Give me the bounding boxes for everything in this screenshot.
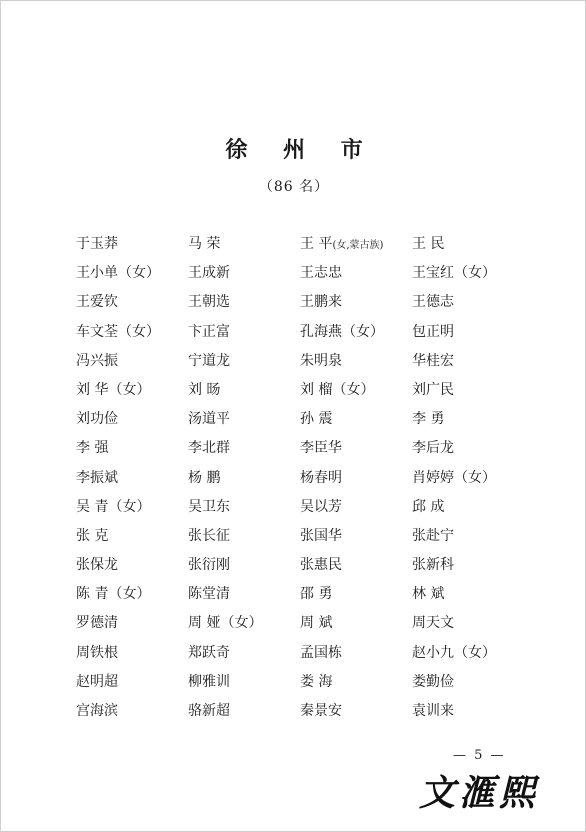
person-name: 包正明	[412, 323, 454, 340]
name-entry	[76, 347, 118, 376]
name-entry	[300, 464, 342, 493]
person-name: 王德志	[412, 294, 454, 311]
name-entry	[188, 551, 230, 580]
name-row	[76, 580, 536, 609]
name-entry	[412, 464, 496, 493]
person-name: 陈 青（女）	[76, 586, 151, 603]
person-name: 汤道平	[188, 411, 230, 428]
person-name: 刘 华（女）	[76, 381, 151, 398]
person-name: 周铁根	[76, 644, 118, 661]
name-row	[76, 551, 536, 580]
person-name: 卞正富	[188, 323, 230, 340]
person-name: 王爱钦	[76, 294, 118, 311]
person-name: 王鹏来	[300, 294, 342, 311]
name-row	[76, 522, 536, 551]
person-name: 骆新超	[188, 703, 230, 719]
person-name: 吴 青（女）	[76, 498, 151, 515]
person-name: 刘 旸	[188, 381, 221, 398]
person-name: 王志忠	[300, 265, 342, 282]
name-entry	[76, 493, 150, 522]
name-entry	[412, 347, 454, 376]
name-entry	[412, 405, 444, 434]
name-entry	[412, 434, 454, 463]
person-name: 邱 成	[412, 498, 445, 515]
person-name: 王成新	[188, 265, 230, 282]
name-entry	[76, 259, 160, 288]
name-entry	[300, 230, 383, 260]
person-name: 吴卫东	[188, 498, 230, 515]
name-entry	[76, 288, 118, 317]
name-entry	[76, 609, 118, 638]
person-name: 张国华	[300, 527, 342, 544]
name-entry	[76, 405, 118, 434]
person-name: 冯兴振	[76, 352, 118, 369]
person-name: 郑跃奇	[188, 644, 230, 661]
name-entry	[76, 434, 108, 463]
name-entry	[300, 405, 332, 434]
person-name: 孔海燕（女）	[300, 323, 384, 340]
person-name: 王宝红（女）	[412, 265, 496, 282]
person-name: 刘 榴（女）	[300, 381, 375, 398]
name-row	[76, 668, 536, 697]
name-entry	[412, 668, 454, 697]
name-entry	[76, 522, 108, 551]
name-entry	[188, 434, 230, 463]
person-name: 宫海滨	[76, 703, 118, 719]
watermark-logo: 文滙熙	[419, 772, 540, 814]
person-name: 周天文	[412, 615, 454, 632]
name-entry	[300, 551, 342, 580]
person-name: 李 强	[76, 440, 109, 457]
name-entry	[300, 288, 342, 317]
name-entry	[188, 259, 230, 288]
person-name: 赵小九（女）	[412, 644, 496, 661]
name-entry	[300, 434, 342, 463]
name-entry	[300, 639, 342, 668]
person-name: 朱明泉	[300, 352, 342, 369]
person-name: 张新科	[412, 557, 454, 574]
page-title: 徐 州 市	[225, 137, 377, 163]
person-name: 王 民	[412, 236, 445, 252]
name-entry	[188, 522, 230, 551]
name-entry	[300, 493, 342, 522]
name-entry	[300, 580, 332, 609]
name-entry	[300, 668, 332, 697]
name-entry	[412, 376, 454, 405]
name-entry	[76, 376, 150, 405]
name-entry	[188, 405, 230, 434]
name-entry	[76, 318, 160, 347]
name-row	[76, 434, 536, 463]
name-entry	[412, 493, 444, 522]
name-row	[76, 493, 536, 522]
name-entry	[300, 259, 342, 288]
person-name: 周 娅（女）	[188, 615, 263, 632]
person-name: 袁训来	[412, 703, 454, 719]
name-entry	[412, 639, 496, 668]
name-entry	[300, 318, 384, 347]
name-entry	[188, 347, 230, 376]
person-name: 刘功俭	[76, 411, 118, 428]
name-entry	[300, 376, 374, 405]
person-name: 马 荣	[188, 236, 221, 252]
name-row	[76, 318, 536, 347]
name-entry	[300, 347, 342, 376]
person-name: 张保龙	[76, 557, 118, 574]
name-entry	[188, 318, 230, 347]
person-name: 张 克	[76, 527, 109, 544]
name-entry	[412, 580, 444, 609]
person-name: 张长征	[188, 527, 230, 544]
name-entry	[412, 318, 454, 347]
name-entry	[76, 551, 118, 580]
person-name: 娄 海	[300, 673, 333, 690]
person-name: 李振斌	[76, 469, 118, 486]
name-entry	[412, 522, 454, 551]
page-number: — 5 —	[453, 748, 506, 763]
name-entry	[76, 668, 118, 697]
name-row	[76, 259, 536, 288]
person-name: 肖婷婷（女）	[412, 469, 496, 486]
name-entry	[188, 288, 230, 317]
name-entry	[76, 230, 118, 259]
person-name: 邵 勇	[300, 586, 333, 603]
person-name: 林 斌	[412, 586, 445, 603]
name-entry	[188, 580, 230, 609]
person-name: 于玉莽	[76, 236, 118, 252]
name-entry	[300, 697, 342, 726]
name-entry	[300, 609, 332, 638]
name-entry	[76, 464, 118, 493]
name-entry	[412, 230, 444, 259]
name-entry	[412, 288, 454, 317]
person-name: 娄勤俭	[412, 673, 454, 690]
name-entry	[412, 697, 454, 726]
name-entry	[188, 230, 220, 259]
person-name: 罗德清	[76, 615, 118, 632]
name-entry	[76, 639, 118, 668]
person-name: 吴以芳	[300, 498, 342, 515]
person-name: 张赴宁	[412, 527, 454, 544]
person-name: 杨春明	[300, 469, 342, 486]
name-entry	[188, 639, 230, 668]
name-entry	[188, 464, 220, 493]
person-name: 秦景安	[300, 703, 342, 719]
person-name: 王小单（女）	[76, 265, 160, 282]
name-entry	[188, 376, 220, 405]
name-entry	[188, 697, 230, 726]
name-entry	[188, 668, 230, 697]
name-entry	[188, 493, 230, 522]
name-count: （86 名）	[258, 179, 330, 195]
name-row	[76, 464, 536, 493]
name-entry	[412, 609, 454, 638]
person-name: 王 平	[300, 236, 333, 252]
name-entry	[412, 259, 496, 288]
person-name: 华桂宏	[412, 352, 454, 369]
person-name: 张惠民	[300, 557, 342, 574]
name-list	[76, 230, 536, 726]
person-name: 孟国栋	[300, 644, 342, 661]
person-name: 孙 震	[300, 411, 333, 428]
name-row	[76, 697, 536, 726]
person-name: 李后龙	[412, 440, 454, 457]
name-row	[76, 288, 536, 317]
person-note: (女,蒙古族)	[332, 240, 384, 251]
name-row	[76, 230, 536, 259]
person-name: 李臣华	[300, 440, 342, 457]
name-entry	[188, 609, 262, 638]
name-row	[76, 347, 536, 376]
person-name: 张衍刚	[188, 557, 230, 574]
person-name: 陈堂清	[188, 586, 230, 603]
name-row	[76, 639, 536, 668]
name-entry	[76, 697, 118, 726]
person-name: 周 斌	[300, 615, 333, 632]
person-name: 赵明超	[76, 673, 118, 690]
name-row	[76, 609, 536, 638]
name-entry	[412, 551, 454, 580]
person-name: 李北群	[188, 440, 230, 457]
person-name: 杨 鹏	[188, 469, 221, 486]
person-name: 王朝选	[188, 294, 230, 311]
name-entry	[300, 522, 342, 551]
name-row	[76, 405, 536, 434]
person-name: 刘广民	[412, 381, 454, 398]
name-entry	[76, 580, 150, 609]
person-name: 宁道龙	[188, 352, 230, 369]
person-name: 李 勇	[412, 411, 445, 428]
name-row	[76, 376, 536, 405]
person-name: 柳雅训	[188, 673, 230, 690]
person-name: 车文荃（女）	[76, 323, 160, 340]
